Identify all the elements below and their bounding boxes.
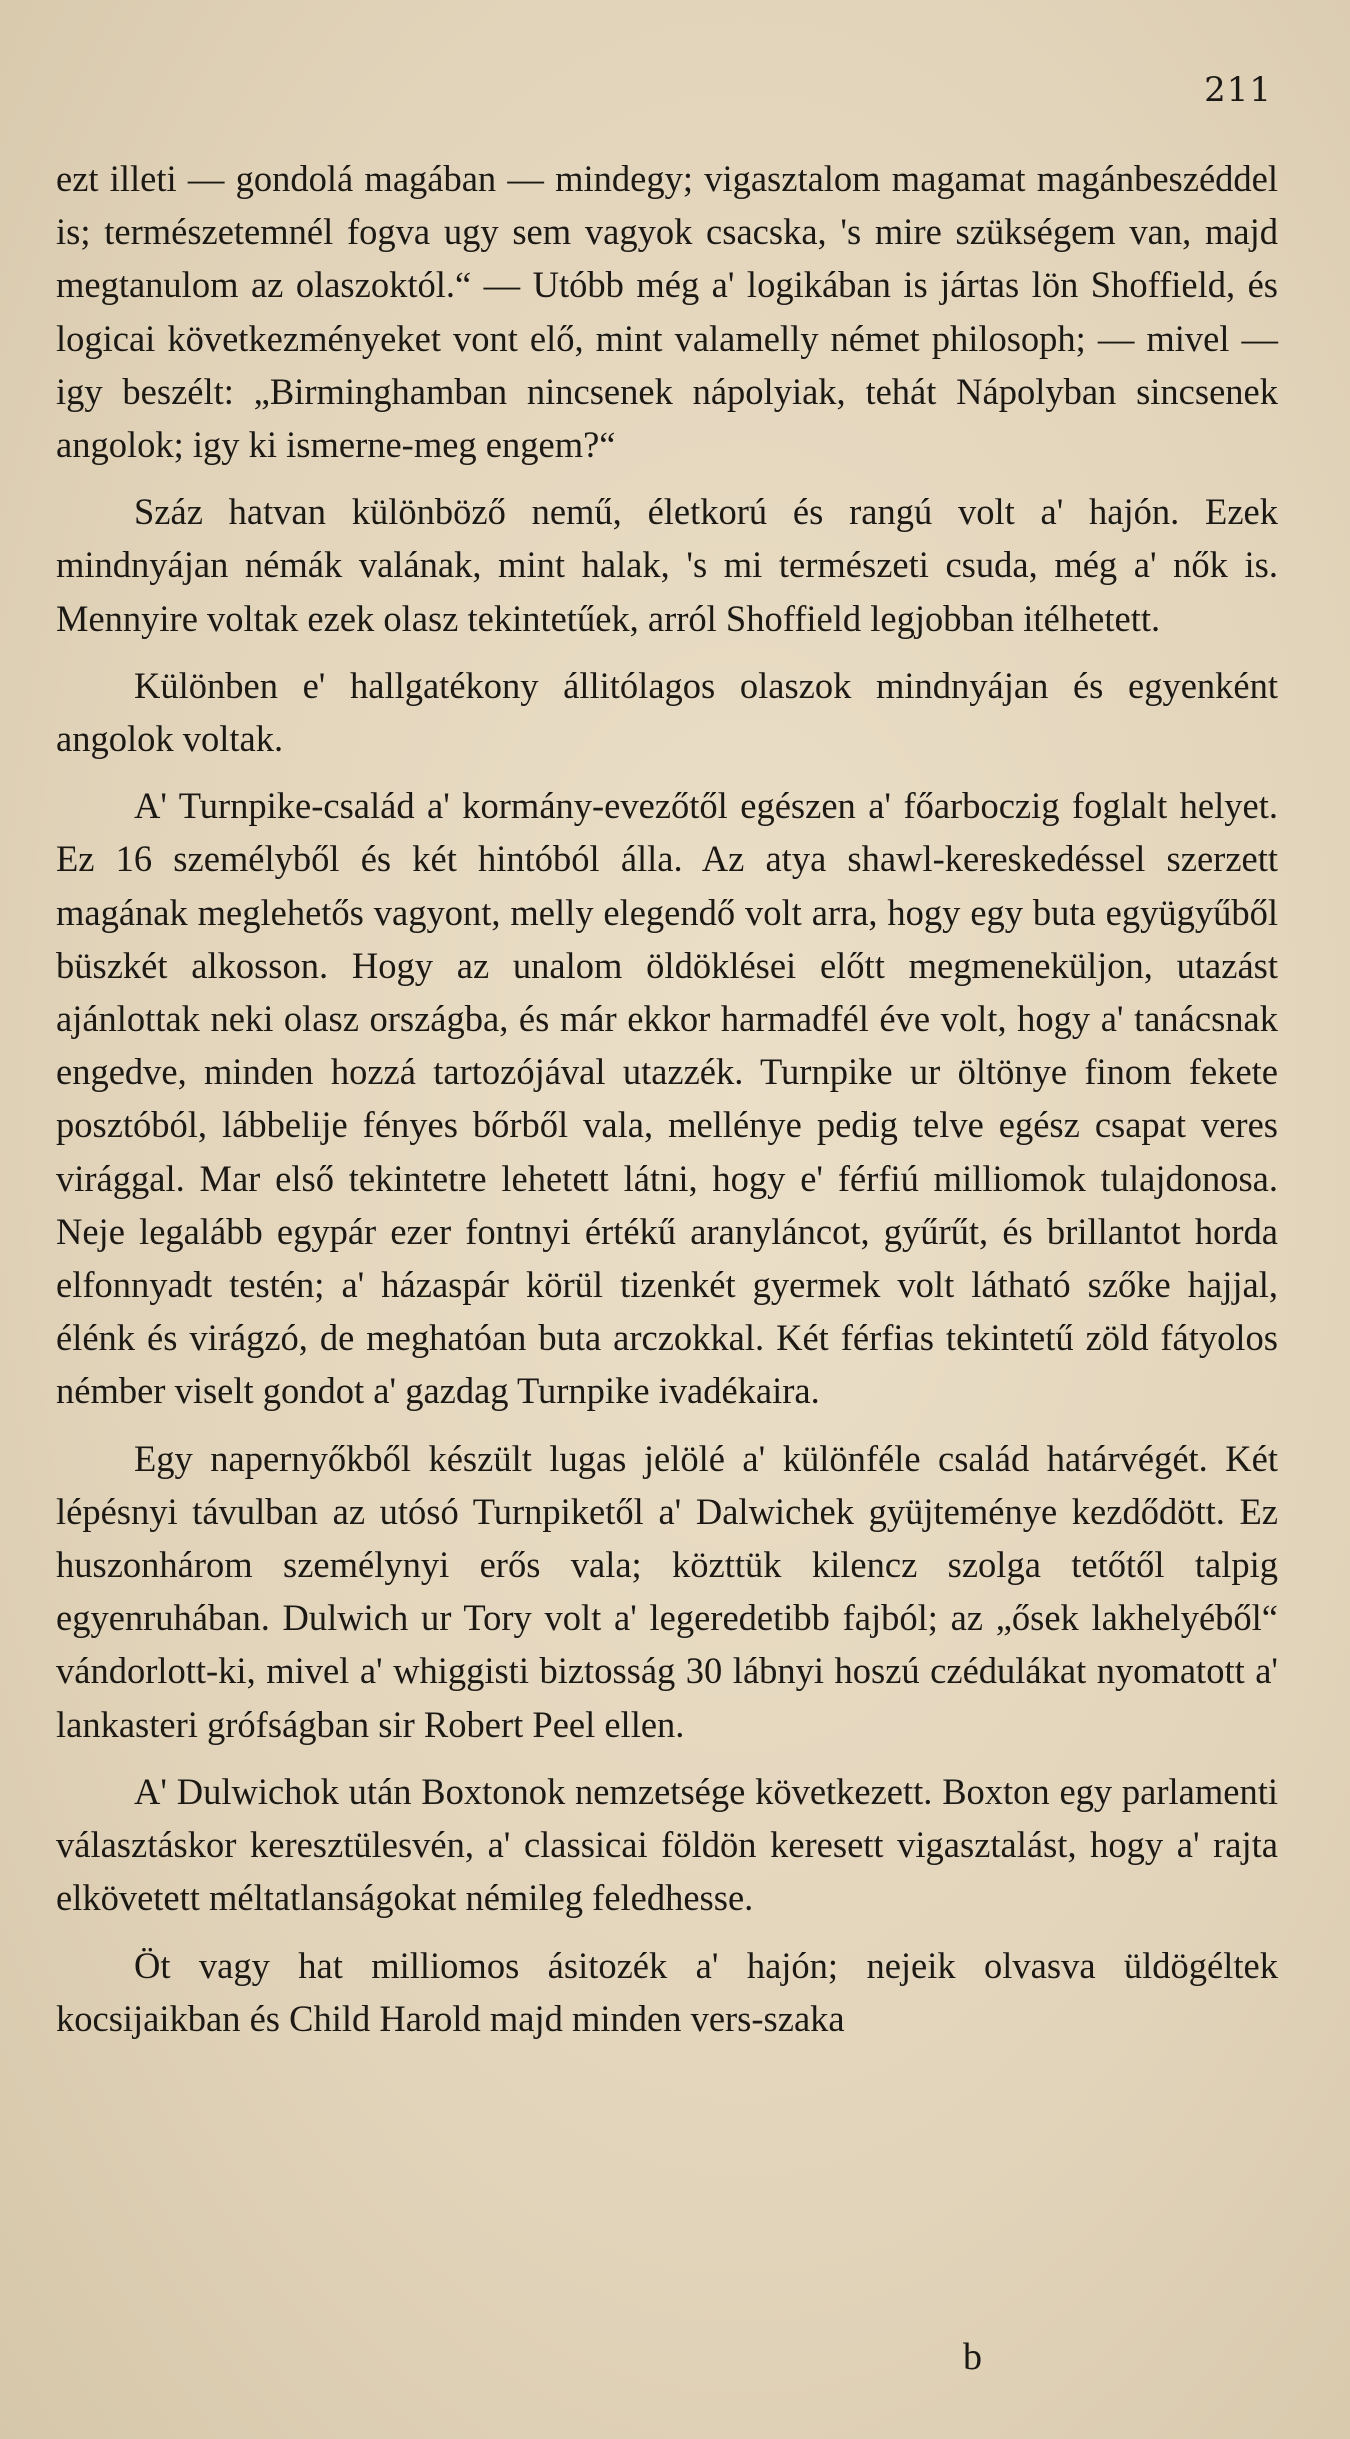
paragraph-5: Egy napernyőkből készült lugas jelölé a' különféle család határvégét. Két lépésnyi távulban az utósó Turnpiketől a' Dalwichek gyüjteménye kezdődött. Ez huszonhárom személynyi erős vala; közttük kilencz szolga tetőtől talpig egyenruhában. Dulwich ur Tory volt a' legeredetibb fajból; az „ősek lakhelyéből“ vándorlott-ki, mivel a' whiggisti biztosság 30 lábnyi hoszú czédulákat nyomatott a' lankasteri grófságban sir Robert Peel ellen.: [56, 1437, 1278, 1745]
paragraph-4: A' Turnpike-család a' kormány-evezőtől egészen a' főarboczig foglalt helyet. Ez 16 személyből és két hintóból álla. Az atya shawl-kereskedéssel szerzett magának meglehetős vagyont, melly elegendő volt arra, hogy egy buta együgyűből büszkét alkosson. Hogy az unalom öldöklései előtt megmeneküljon, utazást ajánlottak neki olasz országba, és már ekkor harmadfél éve volt, hogy a' tanácsnak engedve, minden hozzá tartozójával utazzék. Turnpike ur öltönye finom fekete posztóból, lábbelije fényes bőrből vala, mellénye pedig telve egész csapat veres virággal. Mar első tekintetre lehetett látni, hogy e' férfiú milliomok tulajdonosa. Neje legalább egypár ezer fontnyi értékű aranyláncot, gyűrűt, és brillantot horda elfonnyadt testén; a' házaspár körül tizenkét gyermek volt látható szőke hajjal, élénk és virágzó, de meghatóan buta arczokkal. Két férfias tekintetű zöld fátyolos némber viselt gondot a' gazdag Turnpike ivadékaira.: [56, 785, 1278, 1412]
paragraph-6: A' Dulwichok után Boxtonok nemzetsége következett. Boxton egy parlamenti választáskor keresztülesvén, a' classicai földön keresett vigasztalást, hogy a' rajta elkövetett méltatlanságokat némileg feledhesse.: [56, 1770, 1278, 1919]
paragraph-1: ezt illeti — gondolá magában — mindegy; vigasztalom magamat magánbeszéddel is; természetemnél fogva ugy sem vagyok csacska, 's mire szükségem van, majd megtanulom az olaszoktól.“ — Utóbb még a' logikában is jártas lön Shoffield, és logicai következményeket vont elő, mint valamelly német philosoph; — mivel — igy beszélt: „Birminghamban nincsenek nápolyiak, tehát Nápolyban sincsenek angolok; igy ki ismerne-meg engem?“: [56, 158, 1278, 466]
signature-mark: b: [963, 2336, 982, 2378]
body-text: [56, 152, 1278, 2059]
page-number: 211: [1204, 70, 1272, 110]
paragraph-7: Öt vagy hat milliomos ásitozék a' hajón; nejeik olvasva üldögéltek kocsijaikban és Child Harold majd minden vers-szaka: [56, 1944, 1278, 2039]
paragraph-2: Száz hatvan különböző nemű, életkorú és rangú volt a' hajón. Ezek mindnyájan némák valának, mint halak, 's mi természeti csuda, még a' nők is. Mennyire voltak ezek olasz tekintetűek, arról Shoffield legjobban itélhetett.: [56, 491, 1278, 639]
paragraph-3: Különben e' hallgatékony állitólagos olaszok mindnyájan és egyenként angolok voltak.: [56, 664, 1278, 760]
